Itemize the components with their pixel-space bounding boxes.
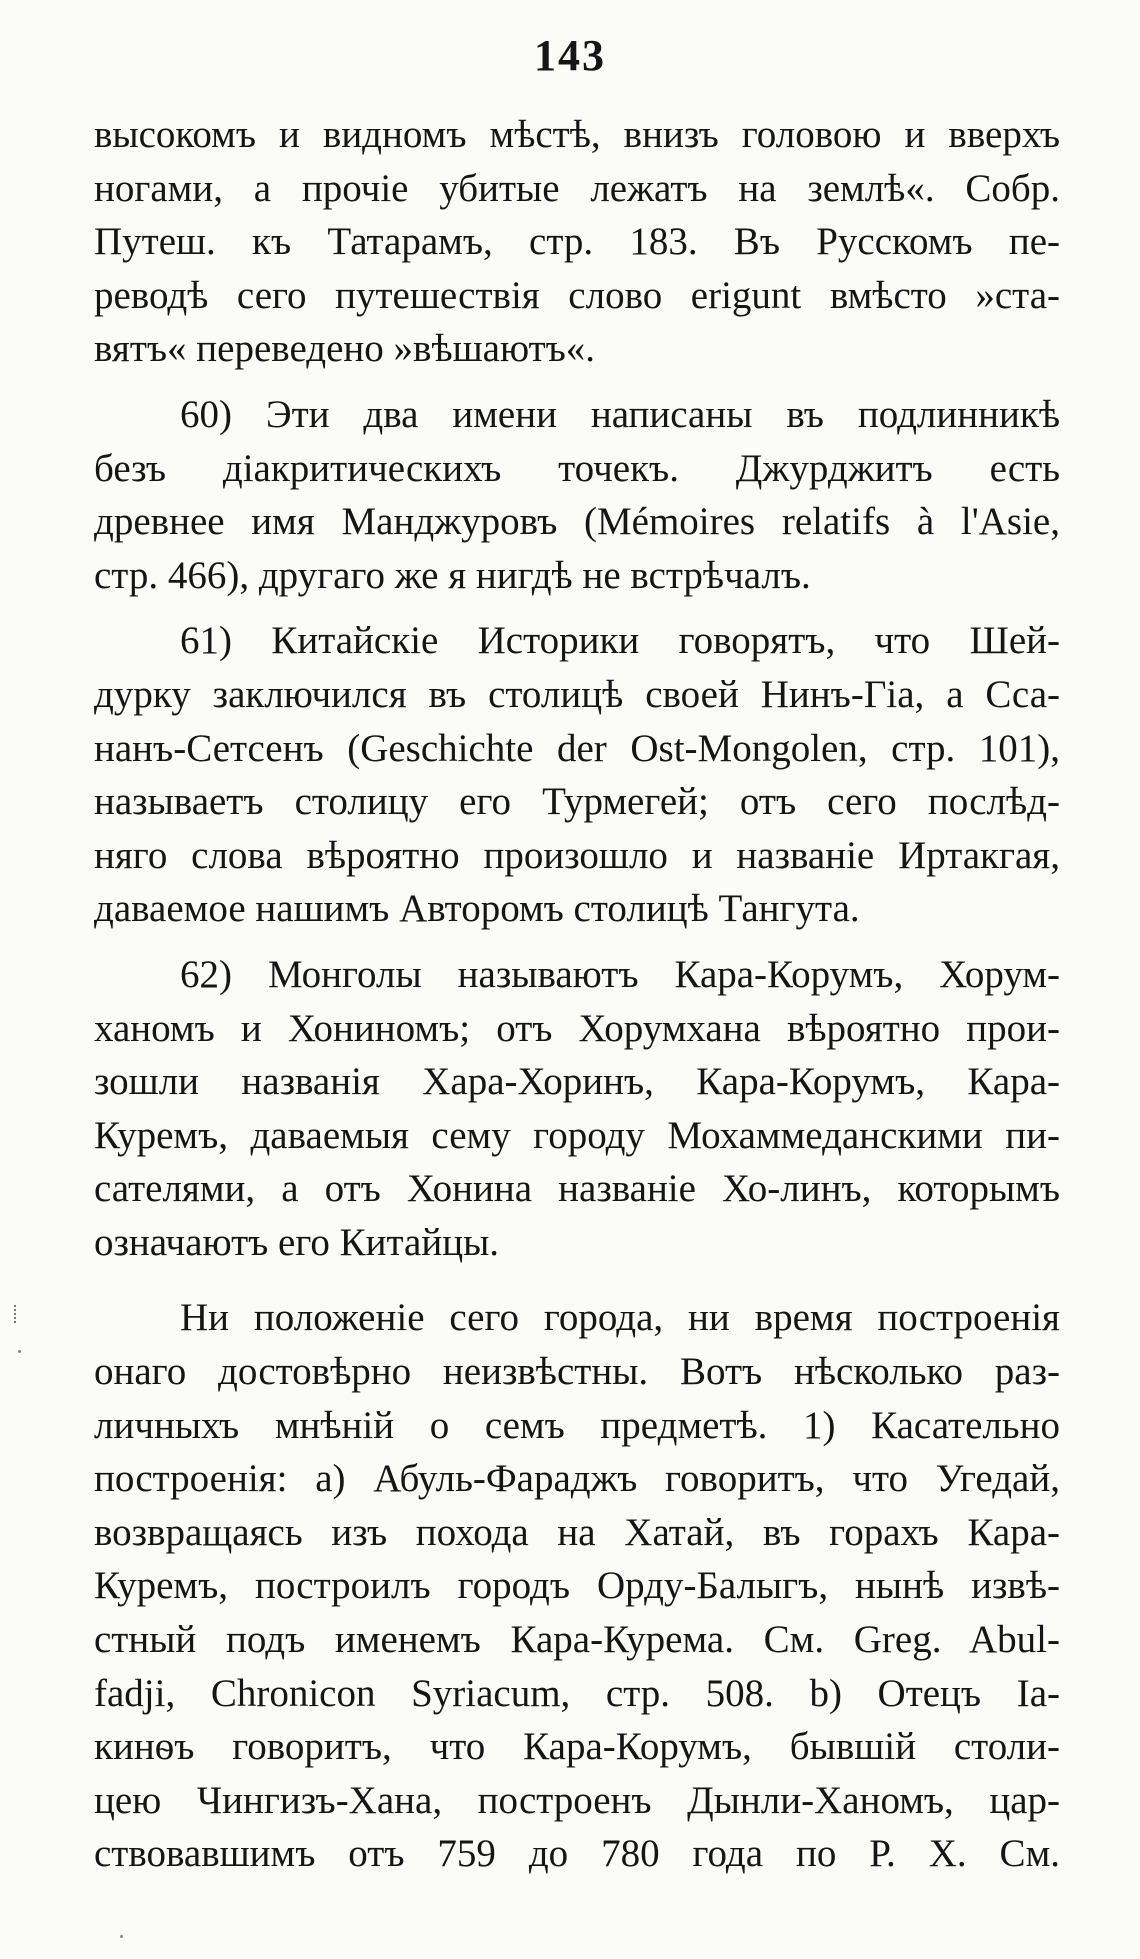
text-line: сателями, а отъ Хонина названіе Хо-линъ, которымъ <box>94 1167 1060 1211</box>
text-line: называетъ столицу его Турмегей; отъ сего послѣд- <box>94 780 1060 824</box>
page-number: 143 <box>534 31 606 80</box>
text-line: онаго достовѣрно неизвѣстны. Вотъ нѣсколько раз- <box>94 1350 1060 1394</box>
text-line: возвращаясь изъ похода на Хатай, въ горахъ Кара- <box>94 1510 1060 1554</box>
text-line: реводѣ сего путешествія слово erigunt вмѣсто »ста- <box>94 273 1060 317</box>
text-line: зошли названія Хара-Хоринъ, Кара-Корумъ, Кара- <box>94 1060 1060 1104</box>
paper-speck <box>120 1935 123 1938</box>
text-line: цею Чингизъ-Хана, построенъ Дынли-Ханомъ, цар- <box>94 1778 1060 1822</box>
text-line: нанъ-Сетсенъ (Geschichte der Ost-Mongolen, стр. 101), <box>94 726 1060 770</box>
text-line: высокомъ и видномъ мѣстѣ, внизъ головою и вверхъ <box>94 113 1060 156</box>
text-line: 60) Эти два имени написаны въ подлинникѣ <box>180 392 1060 436</box>
paper-speck <box>18 1350 21 1353</box>
text-line: дурку заключился въ столицѣ своей Нинъ-Гіа, а Сса- <box>94 672 1060 716</box>
text-line: вятъ« переведено »вѣшаютъ«. <box>94 327 596 371</box>
text-line: fadji, Chronicon Syriacum, стр. 508. b) Отецъ Іа- <box>94 1671 1060 1715</box>
text-line: 62) Монголы называютъ Кара-Корумъ, Хорум- <box>180 952 1060 996</box>
text-line: кинѳъ говоритъ, что Кара-Корумъ, бывшій столи- <box>94 1725 1060 1769</box>
text-line: ногами, а прочіе убитые лежатъ на землѣ«. Собр. <box>94 166 1060 210</box>
text-line: Ни положеніе сего города, ни время построенія <box>180 1296 1060 1340</box>
text-line: Куремъ, построилъ городъ Орду-Балыгъ, нынѣ извѣ- <box>94 1564 1060 1608</box>
text-line: Куремъ, даваемыя сему городу Мохаммеданскими пи- <box>94 1113 1060 1157</box>
text-line: стный подъ именемъ Кара-Курема. См. Greg. Abul- <box>94 1618 1060 1662</box>
text-line: Путеш. къ Татарамъ, стр. 183. Въ Русскомъ пе- <box>94 220 1060 264</box>
text-line: древнее имя Манджуровъ (Mémoires relatifs à l'Asie, <box>94 500 1060 544</box>
text-line: означаютъ его Китайцы. <box>94 1220 500 1264</box>
text-line: ствовавшимъ отъ 759 до 780 года по Р. Х. См. <box>94 1832 1060 1876</box>
text-line: няго слова вѣроятно произошло и названіе Иртакгая, <box>94 833 1060 877</box>
text-line: построенія: a) Абуль-Фараджъ говоритъ, что Угедай, <box>94 1457 1060 1501</box>
body-text <box>94 108 1060 1881</box>
text-line: безъ діакритическихъ точекъ. Джурджитъ есть <box>94 446 1060 490</box>
text-line: 61) Китайскіе Историки говорятъ, что Шей- <box>180 619 1060 663</box>
text-line: ханомъ и Хониномъ; отъ Хорумхана вѣроятно прои- <box>94 1006 1060 1050</box>
text-line: личныхъ мнѣній о семъ предметѣ. 1) Касательно <box>94 1403 1060 1447</box>
text-line: даваемое нашимъ Авторомъ столицѣ Тангута. <box>94 887 860 931</box>
text-line: стр. 466), другаго же я нигдѣ не встрѣчалъ. <box>94 553 811 597</box>
margin-mark <box>14 1305 20 1323</box>
